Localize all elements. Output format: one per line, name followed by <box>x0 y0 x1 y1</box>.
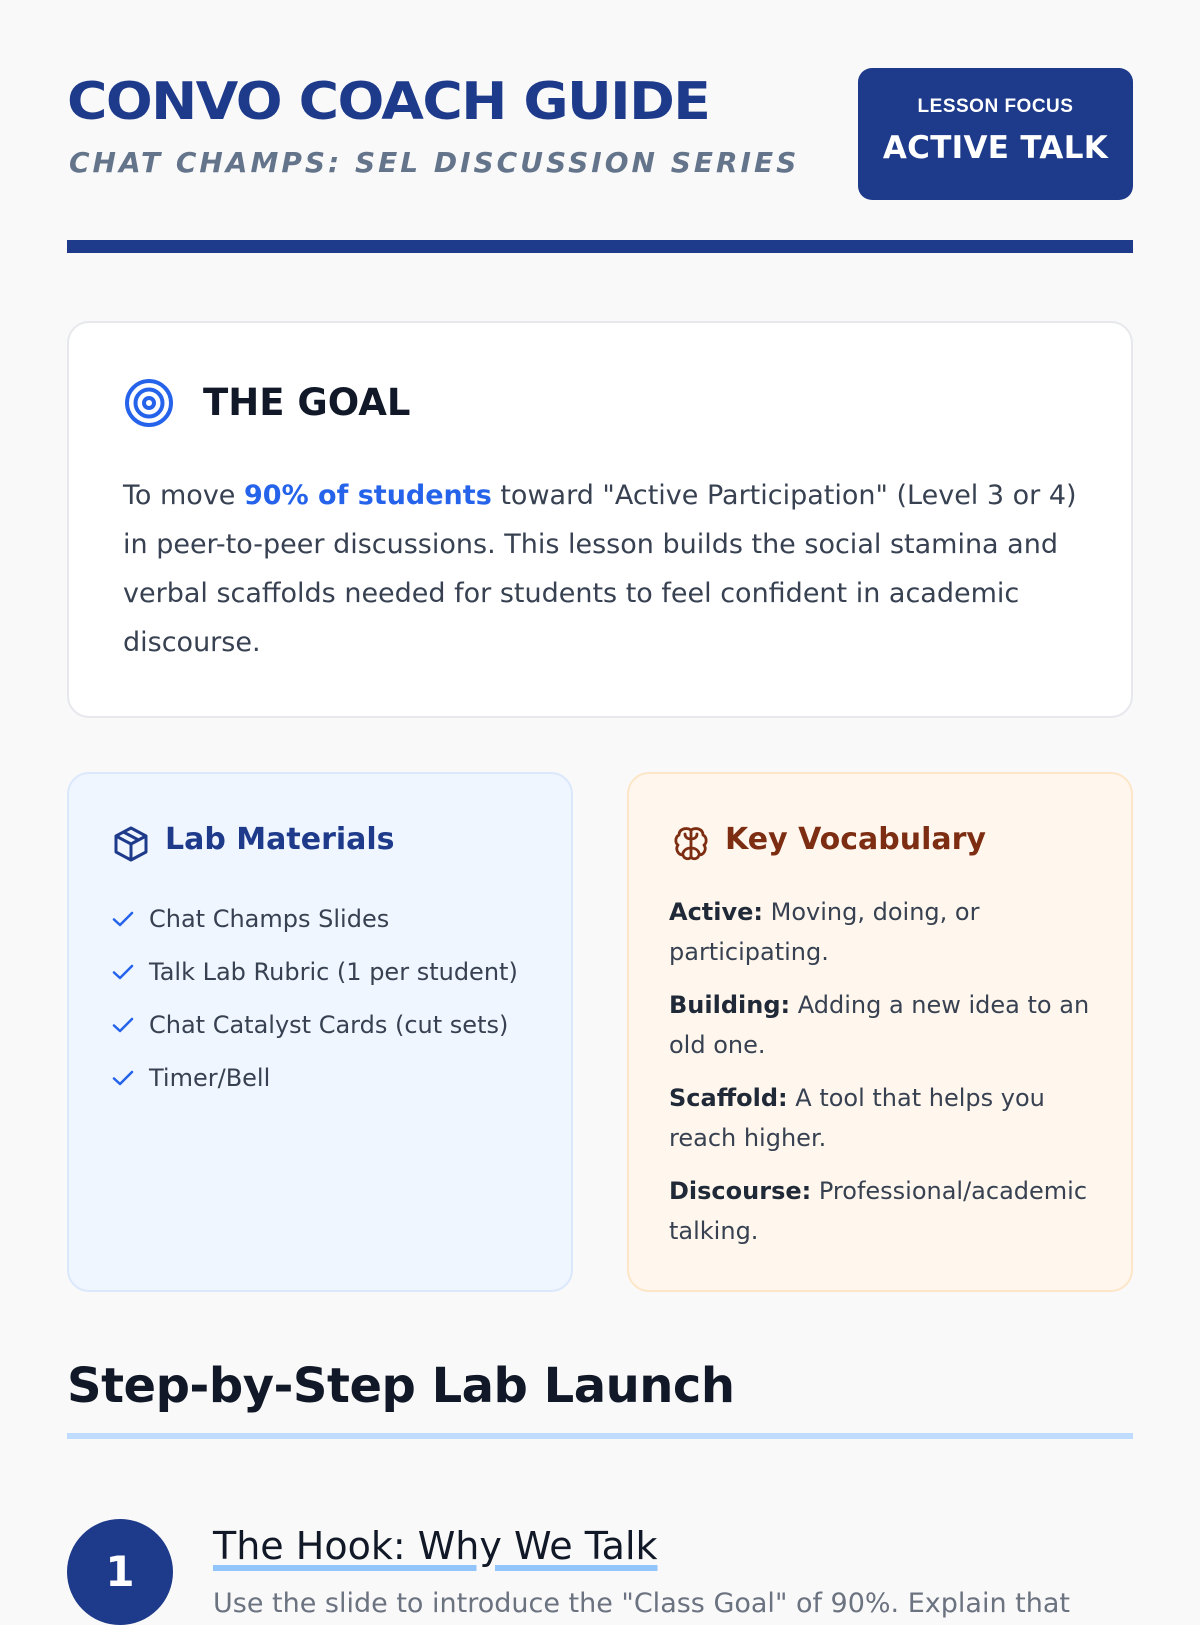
brain-icon <box>671 824 711 864</box>
vocab-definition: Adding a new idea to an old one. <box>669 991 1090 1059</box>
check-icon <box>111 1066 135 1090</box>
step-title: The Hook: Why We Talk <box>213 1524 658 1568</box>
vocab-definition: Professional/academic talking. <box>669 1177 1088 1245</box>
key-vocabulary-title: Key Vocabulary <box>725 822 986 857</box>
check-icon <box>111 960 135 984</box>
lesson-focus-value: ACTIVE TALK <box>882 130 1109 166</box>
lab-materials-card <box>67 772 573 1292</box>
vocab-term: Discourse: <box>669 1177 812 1205</box>
material-label: Talk Lab Rubric (1 per student) <box>149 957 518 986</box>
lesson-focus-badge <box>858 68 1133 200</box>
material-label: Timer/Bell <box>149 1063 271 1092</box>
list-item <box>669 1078 1099 1158</box>
step-number-badge: 1 <box>67 1519 173 1625</box>
list-item <box>669 892 1099 972</box>
lab-materials-title: Lab Materials <box>165 822 395 857</box>
check-icon <box>111 907 135 931</box>
material-label: Chat Catalyst Cards (cut sets) <box>149 1010 509 1039</box>
list-item <box>111 945 518 998</box>
list-item <box>669 1171 1099 1251</box>
goal-description <box>123 471 1083 667</box>
section-divider <box>67 1433 1133 1439</box>
lesson-guide-page <box>67 0 1133 1619</box>
page-title: CONVO COACH GUIDE <box>67 72 710 132</box>
materials-list <box>111 892 518 1104</box>
vocab-term: Building: <box>669 991 791 1019</box>
list-item <box>669 985 1099 1065</box>
vocab-term: Active: <box>669 898 764 926</box>
guide-header <box>67 0 1133 254</box>
list-item <box>111 892 518 945</box>
vocabulary-list <box>669 892 1099 1264</box>
steps-section-title: Step-by-Step Lab Launch <box>67 1358 735 1414</box>
list-item <box>111 1051 518 1104</box>
vocab-definition: Moving, doing, or participating. <box>669 898 980 966</box>
lesson-focus-label: LESSON FOCUS <box>917 96 1074 117</box>
step-description: Use the slide to introduce the "Class Goal" of 90%. Explain that <box>213 1588 1070 1619</box>
goal-text-end: toward "Active Participation" (Level 3 or 4) in peer-to-peer discussions. This lesson builds the social stamina and verbal scaffolds needed for students to feel confident in academic discourse. <box>123 480 1077 658</box>
vocab-term: Scaffold: <box>669 1084 788 1112</box>
material-label: Chat Champs Slides <box>149 904 390 933</box>
box-icon <box>111 824 151 864</box>
target-icon <box>123 377 175 429</box>
key-vocabulary-card <box>627 772 1133 1292</box>
vocab-definition: A tool that helps you reach higher. <box>669 1084 1045 1152</box>
list-item <box>111 998 518 1051</box>
goal-title: THE GOAL <box>203 381 411 424</box>
goal-highlight: 90% of students <box>244 480 492 511</box>
goal-text-start: To move <box>123 480 244 511</box>
page-subtitle: CHAT CHAMPS: SEL DISCUSSION SERIES <box>69 146 800 179</box>
goal-card <box>67 321 1133 718</box>
header-divider <box>67 240 1133 253</box>
check-icon <box>111 1013 135 1037</box>
